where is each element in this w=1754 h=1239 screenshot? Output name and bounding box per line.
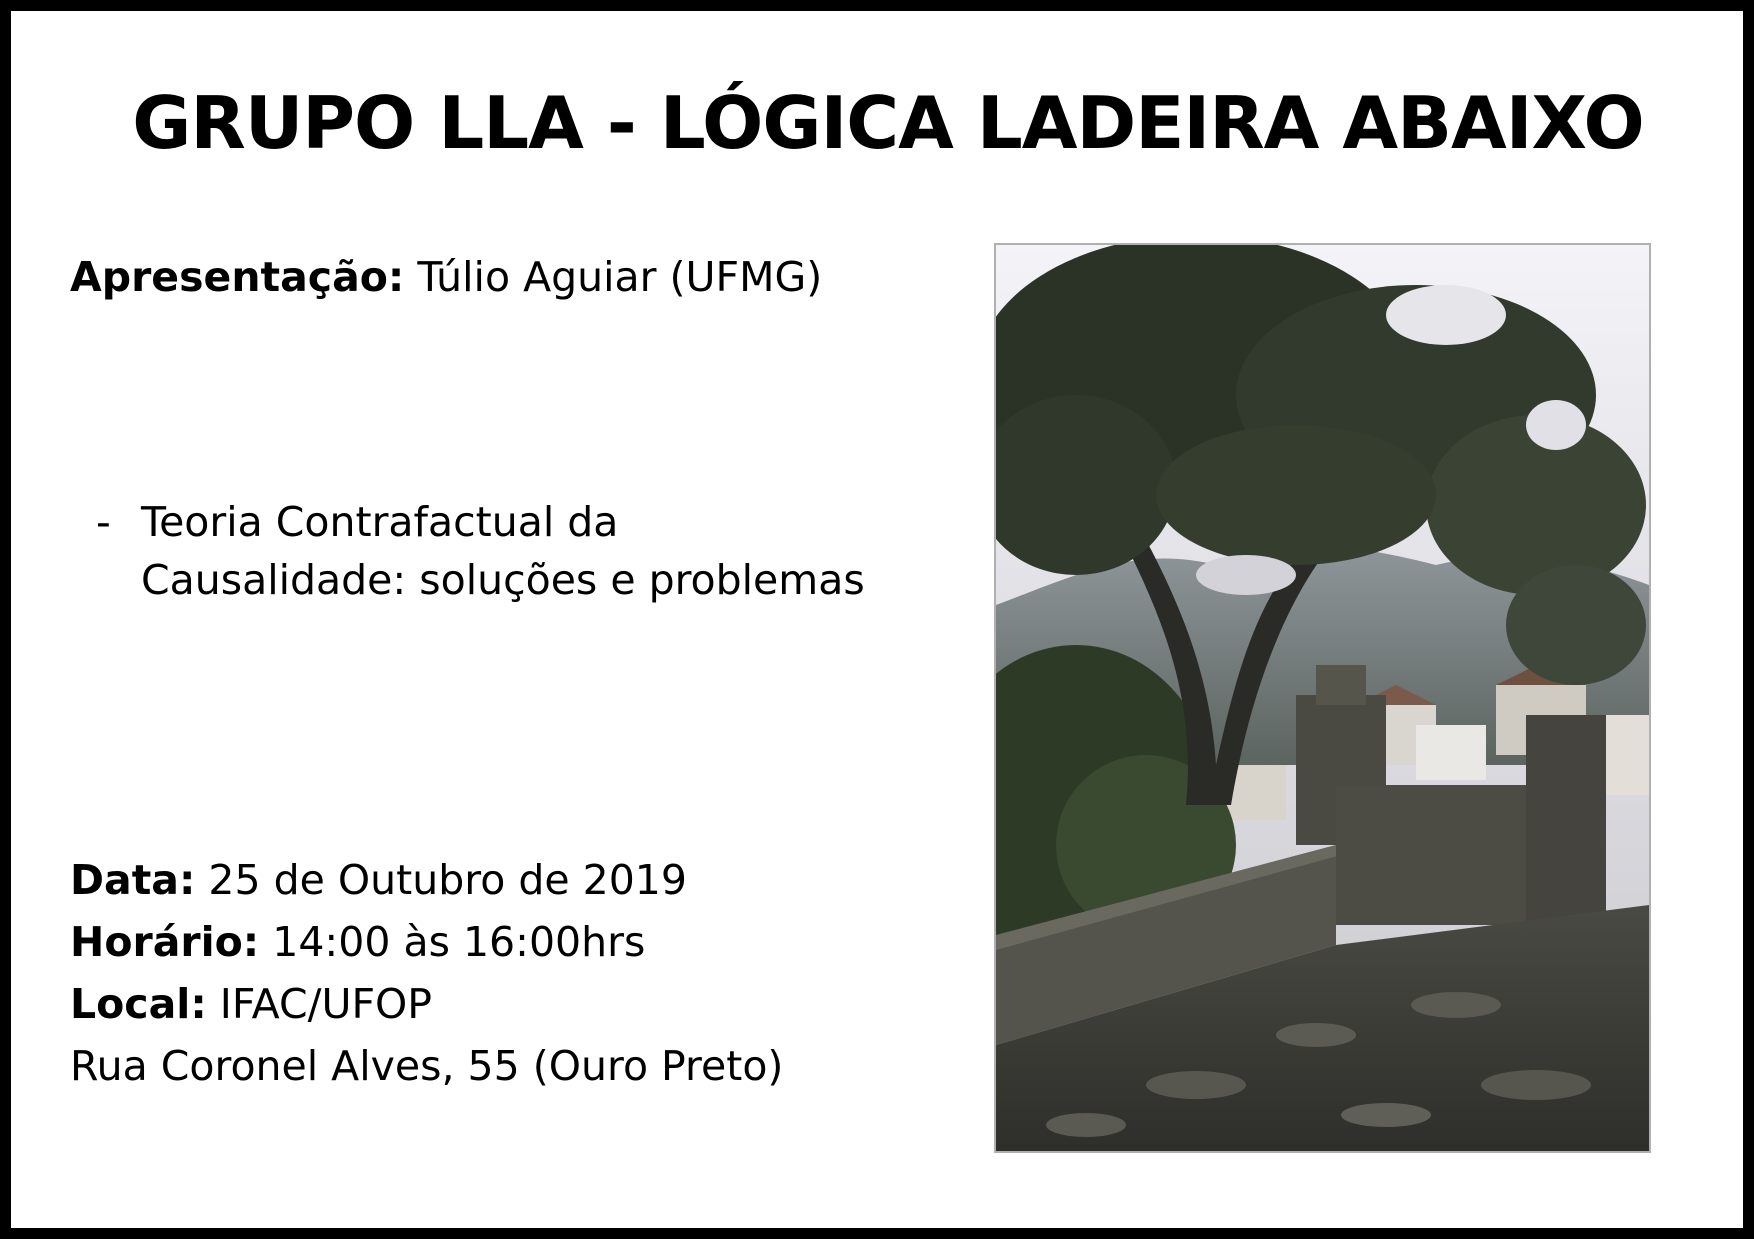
tree-photo: [994, 243, 1651, 1153]
place-label: Local:: [70, 980, 207, 1028]
place-line: [70, 973, 783, 1035]
page-title: GRUPO LLA - LÓGICA LADEIRA ABAIXO: [132, 81, 1644, 165]
topic-line-2: Causalidade: soluções e problemas: [141, 556, 865, 604]
presenter-label: Apresentação:: [70, 253, 405, 301]
presenter-line: [70, 253, 822, 301]
topic-line-1: Teoria Contrafactual da: [141, 498, 619, 546]
time-line: [70, 911, 783, 973]
date-line: [70, 849, 783, 911]
time-label: Horário:: [70, 918, 260, 966]
date-label: Data:: [70, 856, 196, 904]
presenter-value: Túlio Aguiar (UFMG): [417, 253, 823, 301]
address-line: Rua Coronel Alves, 55 (Ouro Preto): [70, 1042, 784, 1090]
bullet-dash: -: [96, 498, 111, 546]
topic-text: [141, 493, 865, 609]
time-value: 14:00 às 16:00hrs: [272, 918, 646, 966]
event-details: [70, 849, 783, 1097]
date-value: 25 de Outubro de 2019: [208, 856, 687, 904]
place-value: IFAC/UFOP: [219, 980, 433, 1028]
